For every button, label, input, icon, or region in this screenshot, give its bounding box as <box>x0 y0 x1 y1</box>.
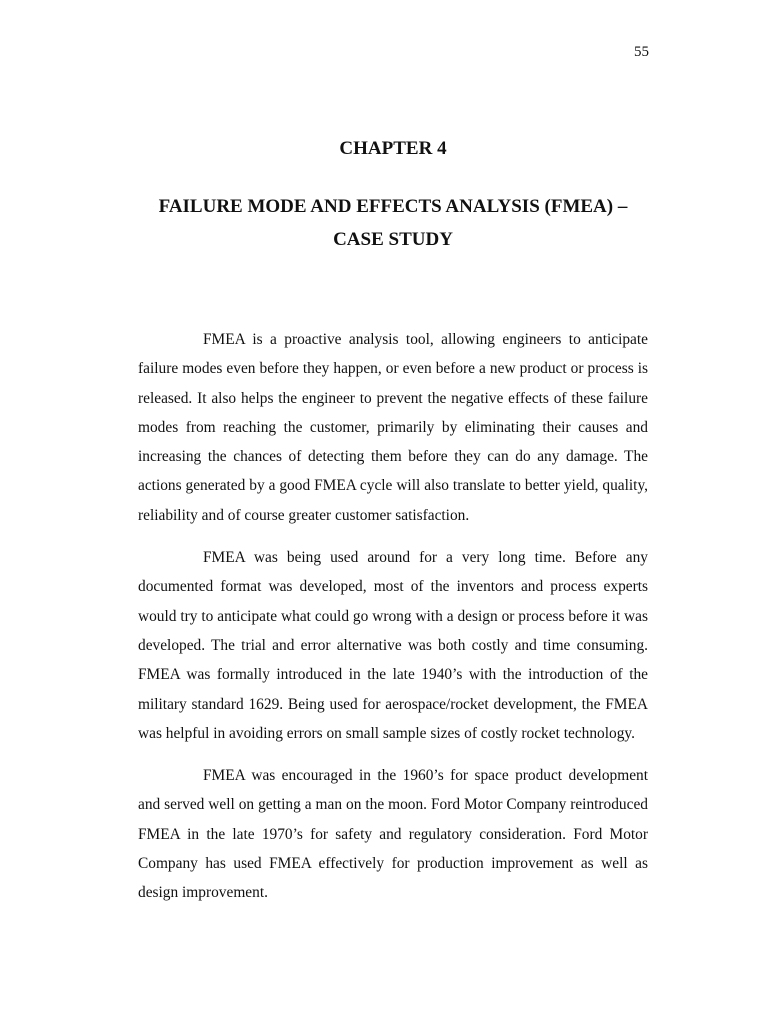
paragraph-1: FMEA is a proactive analysis tool, allowing engineers to anticipate failure modes even before they happen, or even before a new product or process is released. It also helps the engineer to prevent the negative effects of these failure modes from reaching the customer, primarily by eliminating their causes and increasing the chances of detecting them before they can do any damage. The actions generated by a good FMEA cycle will also translate to better yield, quality, reliability and of course greater customer satisfaction. <box>138 331 648 524</box>
paragraph-3: FMEA was encouraged in the 1960’s for space product development and served well on getting a man on the moon. Ford Motor Company reintroduced FMEA in the late 1970’s for safety and regulatory consideration. Ford Motor Company has used FMEA effectively for production improvement as well as design improvement. <box>138 767 648 902</box>
paragraph-2: FMEA was being used around for a very long time. Before any documented format was developed, most of the inventors and process experts would try to anticipate what could go wrong with a design or process before it was developed. The trial and error alternative was both costly and time consuming. FMEA was formally introduced in the late 1940’s with the introduction of the military standard 1629. Being used for aerospace/rocket development, the FMEA was helpful in avoiding errors on small sample sizes of costly rocket technology. <box>138 549 648 742</box>
chapter-label: CHAPTER 4 <box>339 138 447 159</box>
chapter-title-line-1: FAILURE MODE AND EFFECTS ANALYSIS (FMEA) – <box>158 196 628 217</box>
page-number: 55 <box>634 44 649 60</box>
chapter-title <box>0 190 768 256</box>
body-text <box>138 325 648 921</box>
chapter-title-line-2: CASE STUDY <box>333 229 453 250</box>
